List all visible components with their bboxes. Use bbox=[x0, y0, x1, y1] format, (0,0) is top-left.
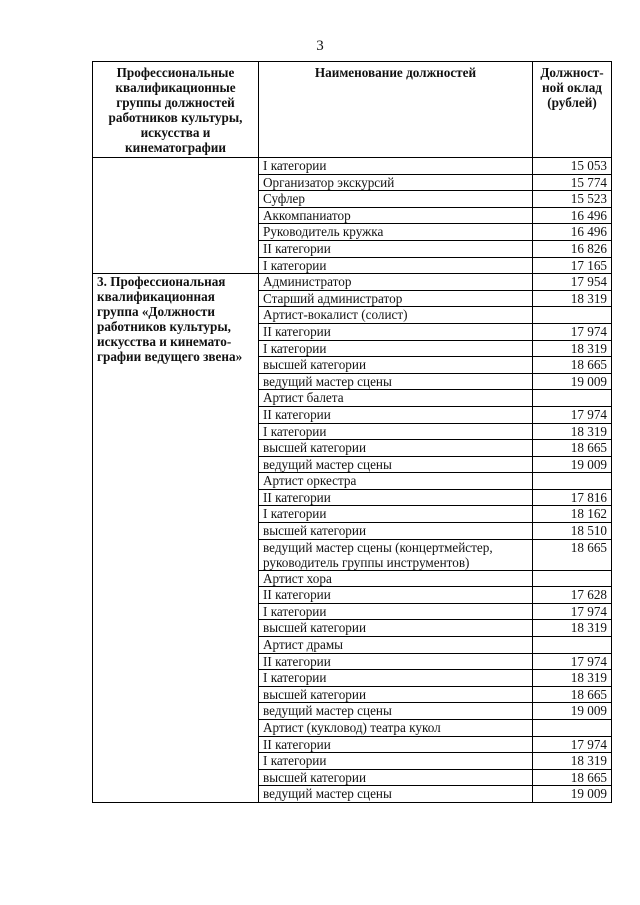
salary-cell: 16 496 bbox=[533, 224, 612, 241]
table-row bbox=[93, 274, 612, 291]
salary-cell: 17 628 bbox=[533, 587, 612, 604]
salary-cell: 18 665 bbox=[533, 357, 612, 374]
salary-cell: 18 510 bbox=[533, 523, 612, 540]
position-cell: Старший администратор bbox=[259, 290, 533, 307]
header-position: Наименование должностей bbox=[259, 62, 533, 158]
salary-cell: 19 009 bbox=[533, 703, 612, 720]
salary-cell: 18 665 bbox=[533, 686, 612, 703]
salary-cell: 18 319 bbox=[533, 670, 612, 687]
position-cell: высшей категории bbox=[259, 357, 533, 374]
position-cell: I категории bbox=[259, 423, 533, 440]
salary-cell: 18 665 bbox=[533, 769, 612, 786]
position-cell: II категории bbox=[259, 736, 533, 753]
group-cell: 3. Профессиональная квалификационная группа «Должности работников культуры, искусства и кинемато-графии ведущего звена» bbox=[93, 274, 259, 803]
salary-cell: 18 319 bbox=[533, 290, 612, 307]
position-cell: II категории bbox=[259, 240, 533, 257]
salary-cell: 18 319 bbox=[533, 340, 612, 357]
position-cell: II категории bbox=[259, 587, 533, 604]
position-cell: II категории bbox=[259, 653, 533, 670]
position-cell: I категории bbox=[259, 670, 533, 687]
position-cell: Артист драмы bbox=[259, 637, 533, 654]
header-salary: Должност-ной оклад (рублей) bbox=[533, 62, 612, 158]
position-cell: II категории bbox=[259, 323, 533, 340]
group-cell bbox=[93, 158, 259, 274]
position-cell: ведущий мастер сцены bbox=[259, 786, 533, 803]
salary-cell: 18 319 bbox=[533, 620, 612, 637]
position-cell: высшей категории bbox=[259, 769, 533, 786]
salary-cell: 19 009 bbox=[533, 786, 612, 803]
salary-cell: 18 665 bbox=[533, 440, 612, 457]
position-cell: высшей категории bbox=[259, 523, 533, 540]
salary-cell: 16 826 bbox=[533, 240, 612, 257]
salary-cell: 17 974 bbox=[533, 736, 612, 753]
salary-cell: 17 954 bbox=[533, 274, 612, 291]
salary-cell: 18 162 bbox=[533, 506, 612, 523]
header-group: Профессиональные квалификационные группы должностей работников культуры, искусства и кинематографии bbox=[93, 62, 259, 158]
salary-cell: 15 523 bbox=[533, 191, 612, 208]
salary-cell: 17 974 bbox=[533, 323, 612, 340]
position-cell: Артист хора bbox=[259, 570, 533, 587]
position-cell: ведущий мастер сцены bbox=[259, 456, 533, 473]
salary-cell: 17 816 bbox=[533, 489, 612, 506]
salary-cell: 18 665 bbox=[533, 539, 612, 570]
salary-cell: 16 496 bbox=[533, 207, 612, 224]
position-cell: Организатор экскурсий bbox=[259, 174, 533, 191]
position-cell: ведущий мастер сцены bbox=[259, 703, 533, 720]
position-cell: I категории bbox=[259, 158, 533, 175]
position-cell: Артист (кукловод) театра кукол bbox=[259, 720, 533, 737]
salary-table bbox=[92, 61, 612, 803]
position-cell: Руководитель кружка bbox=[259, 224, 533, 241]
salary-cell: 19 009 bbox=[533, 373, 612, 390]
position-cell: Администратор bbox=[259, 274, 533, 291]
position-cell: I категории bbox=[259, 506, 533, 523]
position-cell: ведущий мастер сцены bbox=[259, 373, 533, 390]
salary-cell: 18 319 bbox=[533, 753, 612, 770]
table-row bbox=[93, 158, 612, 175]
salary-cell: 15 053 bbox=[533, 158, 612, 175]
position-cell: Артист балета bbox=[259, 390, 533, 407]
position-cell: I категории bbox=[259, 603, 533, 620]
salary-cell: 17 974 bbox=[533, 406, 612, 423]
position-cell: I категории bbox=[259, 753, 533, 770]
salary-cell bbox=[533, 307, 612, 324]
salary-cell: 15 774 bbox=[533, 174, 612, 191]
salary-cell bbox=[533, 473, 612, 490]
salary-cell bbox=[533, 390, 612, 407]
position-cell: Аккомпаниатор bbox=[259, 207, 533, 224]
position-cell: II категории bbox=[259, 489, 533, 506]
salary-cell bbox=[533, 637, 612, 654]
salary-cell: 17 974 bbox=[533, 653, 612, 670]
position-cell: I категории bbox=[259, 257, 533, 274]
salary-cell: 17 165 bbox=[533, 257, 612, 274]
position-cell: Артист-вокалист (солист) bbox=[259, 307, 533, 324]
position-cell: II категории bbox=[259, 406, 533, 423]
position-cell: Суфлер bbox=[259, 191, 533, 208]
position-cell: высшей категории bbox=[259, 440, 533, 457]
salary-cell bbox=[533, 720, 612, 737]
position-cell: Артист оркестра bbox=[259, 473, 533, 490]
page-number: 3 bbox=[316, 38, 324, 54]
salary-cell: 18 319 bbox=[533, 423, 612, 440]
position-cell: высшей категории bbox=[259, 686, 533, 703]
position-cell: ведущий мастер сцены (концертмейстер, руководитель группы инструментов) bbox=[259, 539, 533, 570]
salary-cell: 19 009 bbox=[533, 456, 612, 473]
position-cell: высшей категории bbox=[259, 620, 533, 637]
salary-cell: 17 974 bbox=[533, 603, 612, 620]
position-cell: I категории bbox=[259, 340, 533, 357]
table-header-row bbox=[93, 62, 612, 158]
salary-cell bbox=[533, 570, 612, 587]
table-body bbox=[93, 158, 612, 803]
